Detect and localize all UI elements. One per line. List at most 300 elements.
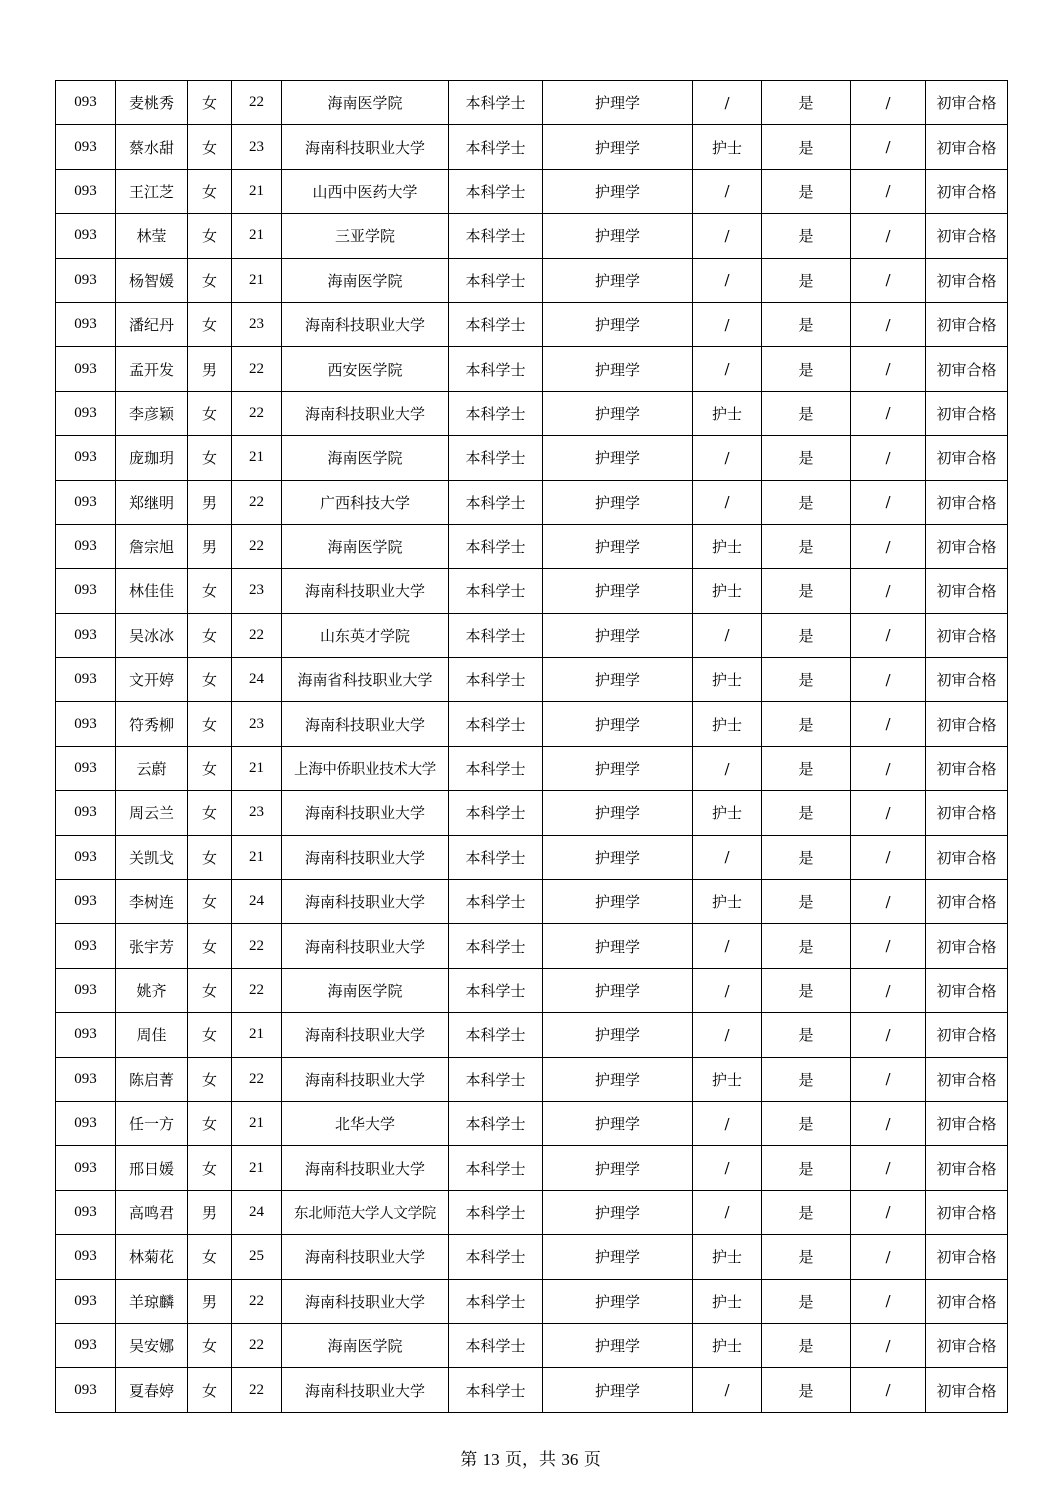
gender-cell: 女	[188, 1101, 232, 1145]
other-requirement-cell: /	[851, 347, 926, 391]
other-requirement-cell: /	[851, 1279, 926, 1323]
school-cell: 海南省科技职业大学	[282, 658, 449, 702]
school-cell: 海南科技职业大学	[282, 1013, 449, 1057]
certificate-cell: /	[693, 214, 762, 258]
review-result-cell: 初审合格	[926, 436, 1008, 480]
table-row	[56, 835, 1008, 879]
age-cell: 22	[232, 1057, 282, 1101]
gender-cell: 女	[188, 436, 232, 480]
other-requirement-cell: /	[851, 302, 926, 346]
certificate-cell: /	[693, 613, 762, 657]
other-requirement-cell: /	[851, 1323, 926, 1367]
certificate-cell: /	[693, 347, 762, 391]
name-cell: 王江芝	[116, 169, 188, 213]
gender-cell: 女	[188, 1235, 232, 1279]
degree-cell: 本科学士	[449, 1279, 543, 1323]
school-cell: 海南医学院	[282, 258, 449, 302]
gender-cell: 女	[188, 1368, 232, 1412]
gender-cell: 女	[188, 746, 232, 790]
certificate-cell: /	[693, 480, 762, 524]
other-requirement-cell: /	[851, 480, 926, 524]
age-cell: 22	[232, 1279, 282, 1323]
review-result-cell: 初审合格	[926, 1368, 1008, 1412]
table-row	[56, 347, 1008, 391]
other-requirement-cell: /	[851, 1235, 926, 1279]
other-requirement-cell: /	[851, 214, 926, 258]
position-code-cell: 093	[56, 1013, 116, 1057]
school-cell: 海南医学院	[282, 1323, 449, 1367]
table-row	[56, 746, 1008, 790]
degree-cell: 本科学士	[449, 569, 543, 613]
degree-cell: 本科学士	[449, 968, 543, 1012]
fresh-graduate-cell: 是	[762, 258, 851, 302]
age-cell: 21	[232, 1146, 282, 1190]
age-cell: 21	[232, 258, 282, 302]
certificate-cell: /	[693, 1013, 762, 1057]
school-cell: 广西科技大学	[282, 480, 449, 524]
certificate-cell: 护士	[693, 1235, 762, 1279]
age-cell: 22	[232, 924, 282, 968]
position-code-cell: 093	[56, 258, 116, 302]
degree-cell: 本科学士	[449, 1057, 543, 1101]
name-cell: 李彦颖	[116, 391, 188, 435]
position-code-cell: 093	[56, 1101, 116, 1145]
fresh-graduate-cell: 是	[762, 702, 851, 746]
gender-cell: 女	[188, 702, 232, 746]
gender-cell: 女	[188, 658, 232, 702]
other-requirement-cell: /	[851, 791, 926, 835]
review-result-cell: 初审合格	[926, 702, 1008, 746]
certificate-cell: /	[693, 1190, 762, 1234]
other-requirement-cell: /	[851, 1368, 926, 1412]
certificate-cell: 护士	[693, 658, 762, 702]
age-cell: 23	[232, 791, 282, 835]
name-cell: 郑继明	[116, 480, 188, 524]
school-cell: 海南科技职业大学	[282, 791, 449, 835]
certificate-cell: 护士	[693, 569, 762, 613]
fresh-graduate-cell: 是	[762, 347, 851, 391]
school-cell: 海南科技职业大学	[282, 1057, 449, 1101]
age-cell: 24	[232, 880, 282, 924]
review-result-cell: 初审合格	[926, 613, 1008, 657]
major-cell: 护理学	[543, 613, 693, 657]
major-cell: 护理学	[543, 1057, 693, 1101]
name-cell: 文开婷	[116, 658, 188, 702]
age-cell: 21	[232, 746, 282, 790]
certificate-cell: /	[693, 746, 762, 790]
degree-cell: 本科学士	[449, 1101, 543, 1145]
name-cell: 姚齐	[116, 968, 188, 1012]
certificate-cell: 护士	[693, 524, 762, 568]
table-row	[56, 880, 1008, 924]
table-row	[56, 125, 1008, 169]
position-code-cell: 093	[56, 1057, 116, 1101]
age-cell: 23	[232, 569, 282, 613]
fresh-graduate-cell: 是	[762, 1101, 851, 1145]
age-cell: 24	[232, 1190, 282, 1234]
fresh-graduate-cell: 是	[762, 1323, 851, 1367]
position-code-cell: 093	[56, 524, 116, 568]
table-body	[56, 81, 1008, 1413]
age-cell: 21	[232, 835, 282, 879]
review-result-cell: 初审合格	[926, 214, 1008, 258]
degree-cell: 本科学士	[449, 1146, 543, 1190]
school-cell: 海南科技职业大学	[282, 125, 449, 169]
school-cell: 海南科技职业大学	[282, 835, 449, 879]
name-cell: 孟开发	[116, 347, 188, 391]
other-requirement-cell: /	[851, 524, 926, 568]
fresh-graduate-cell: 是	[762, 125, 851, 169]
school-cell: 东北师范大学人文学院	[282, 1190, 449, 1234]
review-result-cell: 初审合格	[926, 391, 1008, 435]
name-cell: 高鸣君	[116, 1190, 188, 1234]
position-code-cell: 093	[56, 658, 116, 702]
position-code-cell: 093	[56, 1146, 116, 1190]
other-requirement-cell: /	[851, 258, 926, 302]
name-cell: 潘纪丹	[116, 302, 188, 346]
gender-cell: 女	[188, 880, 232, 924]
certificate-cell: /	[693, 968, 762, 1012]
major-cell: 护理学	[543, 1235, 693, 1279]
major-cell: 护理学	[543, 1146, 693, 1190]
school-cell: 海南医学院	[282, 81, 449, 125]
review-result-cell: 初审合格	[926, 480, 1008, 524]
certificate-cell: /	[693, 436, 762, 480]
major-cell: 护理学	[543, 968, 693, 1012]
review-result-cell: 初审合格	[926, 1323, 1008, 1367]
other-requirement-cell: /	[851, 1101, 926, 1145]
position-code-cell: 093	[56, 214, 116, 258]
major-cell: 护理学	[543, 302, 693, 346]
fresh-graduate-cell: 是	[762, 169, 851, 213]
table-row	[56, 1146, 1008, 1190]
fresh-graduate-cell: 是	[762, 658, 851, 702]
certificate-cell: /	[693, 81, 762, 125]
age-cell: 22	[232, 347, 282, 391]
fresh-graduate-cell: 是	[762, 391, 851, 435]
age-cell: 22	[232, 1323, 282, 1367]
name-cell: 麦桃秀	[116, 81, 188, 125]
school-cell: 海南医学院	[282, 436, 449, 480]
review-result-cell: 初审合格	[926, 569, 1008, 613]
table-row	[56, 924, 1008, 968]
degree-cell: 本科学士	[449, 924, 543, 968]
degree-cell: 本科学士	[449, 436, 543, 480]
review-result-cell: 初审合格	[926, 258, 1008, 302]
school-cell: 海南科技职业大学	[282, 924, 449, 968]
footer-prefix: 第	[460, 1450, 478, 1470]
table-row	[56, 436, 1008, 480]
position-code-cell: 093	[56, 1235, 116, 1279]
other-requirement-cell: /	[851, 391, 926, 435]
degree-cell: 本科学士	[449, 302, 543, 346]
table-row	[56, 702, 1008, 746]
name-cell: 吴安娜	[116, 1323, 188, 1367]
review-result-cell: 初审合格	[926, 880, 1008, 924]
fresh-graduate-cell: 是	[762, 436, 851, 480]
review-result-cell: 初审合格	[926, 302, 1008, 346]
major-cell: 护理学	[543, 791, 693, 835]
school-cell: 海南科技职业大学	[282, 391, 449, 435]
name-cell: 林莹	[116, 214, 188, 258]
fresh-graduate-cell: 是	[762, 1235, 851, 1279]
other-requirement-cell: /	[851, 569, 926, 613]
school-cell: 海南科技职业大学	[282, 569, 449, 613]
name-cell: 符秀柳	[116, 702, 188, 746]
name-cell: 张宇芳	[116, 924, 188, 968]
name-cell: 吴冰冰	[116, 613, 188, 657]
age-cell: 22	[232, 81, 282, 125]
gender-cell: 女	[188, 1323, 232, 1367]
fresh-graduate-cell: 是	[762, 302, 851, 346]
position-code-cell: 093	[56, 436, 116, 480]
age-cell: 21	[232, 1013, 282, 1057]
major-cell: 护理学	[543, 569, 693, 613]
major-cell: 护理学	[543, 1190, 693, 1234]
table-row	[56, 791, 1008, 835]
major-cell: 护理学	[543, 1368, 693, 1412]
position-code-cell: 093	[56, 1190, 116, 1234]
table-row	[56, 81, 1008, 125]
table-row	[56, 169, 1008, 213]
name-cell: 关凯戈	[116, 835, 188, 879]
position-code-cell: 093	[56, 791, 116, 835]
degree-cell: 本科学士	[449, 658, 543, 702]
name-cell: 夏春婷	[116, 1368, 188, 1412]
position-code-cell: 093	[56, 924, 116, 968]
fresh-graduate-cell: 是	[762, 214, 851, 258]
other-requirement-cell: /	[851, 835, 926, 879]
certificate-cell: 护士	[693, 125, 762, 169]
name-cell: 林佳佳	[116, 569, 188, 613]
position-code-cell: 093	[56, 1323, 116, 1367]
table-row	[56, 258, 1008, 302]
name-cell: 杨智媛	[116, 258, 188, 302]
table-row	[56, 480, 1008, 524]
gender-cell: 女	[188, 835, 232, 879]
certificate-cell: /	[693, 924, 762, 968]
age-cell: 21	[232, 436, 282, 480]
school-cell: 三亚学院	[282, 214, 449, 258]
other-requirement-cell: /	[851, 1190, 926, 1234]
position-code-cell: 093	[56, 1279, 116, 1323]
certificate-cell: 护士	[693, 1279, 762, 1323]
name-cell: 周佳	[116, 1013, 188, 1057]
school-cell: 海南科技职业大学	[282, 702, 449, 746]
degree-cell: 本科学士	[449, 835, 543, 879]
gender-cell: 男	[188, 347, 232, 391]
degree-cell: 本科学士	[449, 214, 543, 258]
degree-cell: 本科学士	[449, 258, 543, 302]
position-code-cell: 093	[56, 347, 116, 391]
position-code-cell: 093	[56, 391, 116, 435]
table-row	[56, 1190, 1008, 1234]
gender-cell: 女	[188, 1013, 232, 1057]
name-cell: 詹宗旭	[116, 524, 188, 568]
fresh-graduate-cell: 是	[762, 1057, 851, 1101]
gender-cell: 女	[188, 791, 232, 835]
certificate-cell: 护士	[693, 702, 762, 746]
review-result-cell: 初审合格	[926, 968, 1008, 1012]
school-cell: 山西中医药大学	[282, 169, 449, 213]
age-cell: 23	[232, 125, 282, 169]
age-cell: 21	[232, 169, 282, 213]
other-requirement-cell: /	[851, 746, 926, 790]
degree-cell: 本科学士	[449, 1190, 543, 1234]
gender-cell: 女	[188, 302, 232, 346]
school-cell: 海南科技职业大学	[282, 1279, 449, 1323]
certificate-cell: 护士	[693, 391, 762, 435]
gender-cell: 女	[188, 613, 232, 657]
review-result-cell: 初审合格	[926, 81, 1008, 125]
certificate-cell: /	[693, 1101, 762, 1145]
review-result-cell: 初审合格	[926, 524, 1008, 568]
school-cell: 海南科技职业大学	[282, 1368, 449, 1412]
certificate-cell: /	[693, 302, 762, 346]
other-requirement-cell: /	[851, 1013, 926, 1057]
age-cell: 21	[232, 214, 282, 258]
fresh-graduate-cell: 是	[762, 924, 851, 968]
other-requirement-cell: /	[851, 125, 926, 169]
name-cell: 邢日媛	[116, 1146, 188, 1190]
footer-middle: 页，共	[505, 1450, 556, 1470]
gender-cell: 女	[188, 924, 232, 968]
position-code-cell: 093	[56, 169, 116, 213]
name-cell: 庞珈玥	[116, 436, 188, 480]
table-row	[56, 1101, 1008, 1145]
degree-cell: 本科学士	[449, 1323, 543, 1367]
gender-cell: 女	[188, 81, 232, 125]
certificate-cell: /	[693, 835, 762, 879]
table-row	[56, 658, 1008, 702]
gender-cell: 女	[188, 214, 232, 258]
other-requirement-cell: /	[851, 81, 926, 125]
gender-cell: 男	[188, 480, 232, 524]
other-requirement-cell: /	[851, 880, 926, 924]
name-cell: 羊琼麟	[116, 1279, 188, 1323]
gender-cell: 女	[188, 1057, 232, 1101]
school-cell: 山东英才学院	[282, 613, 449, 657]
table-row	[56, 1235, 1008, 1279]
table-row	[56, 302, 1008, 346]
certificate-cell: 护士	[693, 880, 762, 924]
major-cell: 护理学	[543, 436, 693, 480]
position-code-cell: 093	[56, 1368, 116, 1412]
age-cell: 22	[232, 480, 282, 524]
position-code-cell: 093	[56, 302, 116, 346]
major-cell: 护理学	[543, 258, 693, 302]
review-result-cell: 初审合格	[926, 347, 1008, 391]
school-cell: 海南科技职业大学	[282, 302, 449, 346]
other-requirement-cell: /	[851, 436, 926, 480]
major-cell: 护理学	[543, 81, 693, 125]
major-cell: 护理学	[543, 1279, 693, 1323]
review-result-cell: 初审合格	[926, 169, 1008, 213]
review-result-cell: 初审合格	[926, 835, 1008, 879]
other-requirement-cell: /	[851, 968, 926, 1012]
major-cell: 护理学	[543, 391, 693, 435]
gender-cell: 男	[188, 1190, 232, 1234]
table-row	[56, 1323, 1008, 1367]
major-cell: 护理学	[543, 347, 693, 391]
major-cell: 护理学	[543, 702, 693, 746]
age-cell: 22	[232, 391, 282, 435]
certificate-cell: 护士	[693, 1323, 762, 1367]
review-result-cell: 初审合格	[926, 658, 1008, 702]
certificate-cell: 护士	[693, 791, 762, 835]
school-cell: 海南医学院	[282, 524, 449, 568]
fresh-graduate-cell: 是	[762, 791, 851, 835]
name-cell: 任一方	[116, 1101, 188, 1145]
age-cell: 22	[232, 1368, 282, 1412]
other-requirement-cell: /	[851, 702, 926, 746]
name-cell: 周云兰	[116, 791, 188, 835]
review-result-cell: 初审合格	[926, 746, 1008, 790]
name-cell: 蔡水甜	[116, 125, 188, 169]
position-code-cell: 093	[56, 746, 116, 790]
gender-cell: 女	[188, 968, 232, 1012]
age-cell: 21	[232, 1101, 282, 1145]
school-cell: 海南科技职业大学	[282, 1235, 449, 1279]
age-cell: 25	[232, 1235, 282, 1279]
footer-suffix: 页	[583, 1450, 601, 1470]
degree-cell: 本科学士	[449, 613, 543, 657]
age-cell: 23	[232, 702, 282, 746]
degree-cell: 本科学士	[449, 347, 543, 391]
fresh-graduate-cell: 是	[762, 880, 851, 924]
other-requirement-cell: /	[851, 169, 926, 213]
degree-cell: 本科学士	[449, 880, 543, 924]
fresh-graduate-cell: 是	[762, 569, 851, 613]
age-cell: 24	[232, 658, 282, 702]
fresh-graduate-cell: 是	[762, 835, 851, 879]
major-cell: 护理学	[543, 835, 693, 879]
review-result-cell: 初审合格	[926, 1146, 1008, 1190]
gender-cell: 女	[188, 569, 232, 613]
major-cell: 护理学	[543, 480, 693, 524]
table-row	[56, 1057, 1008, 1101]
certificate-cell: /	[693, 258, 762, 302]
age-cell: 22	[232, 613, 282, 657]
gender-cell: 女	[188, 258, 232, 302]
school-cell: 西安医学院	[282, 347, 449, 391]
fresh-graduate-cell: 是	[762, 480, 851, 524]
current-page-number: 13	[482, 1450, 500, 1469]
table-row	[56, 1279, 1008, 1323]
certificate-cell: 护士	[693, 1057, 762, 1101]
fresh-graduate-cell: 是	[762, 1013, 851, 1057]
age-cell: 22	[232, 524, 282, 568]
degree-cell: 本科学士	[449, 1013, 543, 1057]
table-row	[56, 524, 1008, 568]
fresh-graduate-cell: 是	[762, 81, 851, 125]
fresh-graduate-cell: 是	[762, 1279, 851, 1323]
degree-cell: 本科学士	[449, 746, 543, 790]
fresh-graduate-cell: 是	[762, 1190, 851, 1234]
review-result-cell: 初审合格	[926, 1279, 1008, 1323]
degree-cell: 本科学士	[449, 480, 543, 524]
review-result-cell: 初审合格	[926, 1013, 1008, 1057]
major-cell: 护理学	[543, 524, 693, 568]
gender-cell: 女	[188, 1146, 232, 1190]
degree-cell: 本科学士	[449, 524, 543, 568]
major-cell: 护理学	[543, 214, 693, 258]
gender-cell: 女	[188, 125, 232, 169]
review-result-cell: 初审合格	[926, 1101, 1008, 1145]
results-table	[55, 80, 1008, 1413]
review-result-cell: 初审合格	[926, 1235, 1008, 1279]
position-code-cell: 093	[56, 125, 116, 169]
